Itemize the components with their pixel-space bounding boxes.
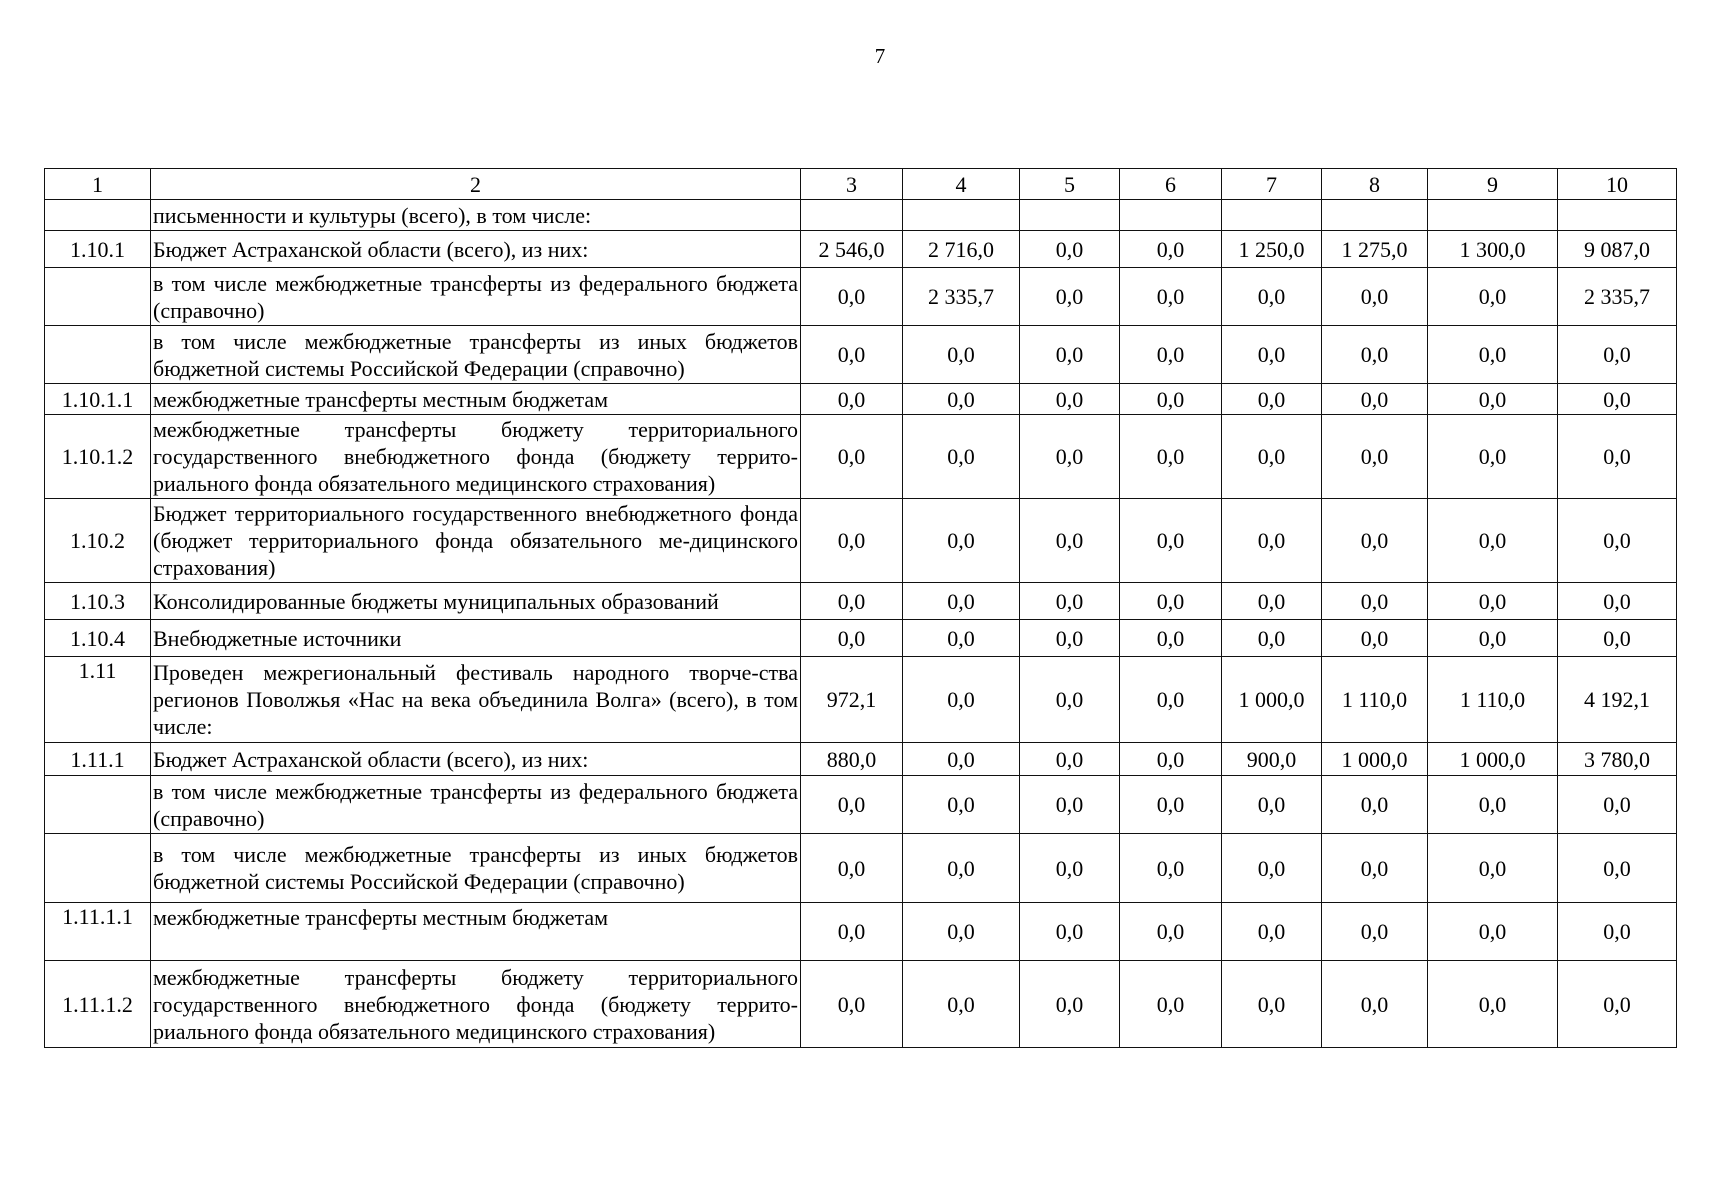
value-cell: 0,0 [1120, 743, 1222, 776]
value-cell: 0,0 [1558, 620, 1677, 657]
row-code: 1.10.4 [45, 620, 151, 657]
value-cell: 0,0 [1222, 268, 1322, 326]
header-cell: 2 [151, 169, 801, 200]
value-cell: 0,0 [1120, 620, 1222, 657]
value-cell: 0,0 [1020, 384, 1120, 415]
table-row [45, 268, 1677, 326]
row-code [45, 326, 151, 384]
row-description: межбюджетные трансферты бюджету территориального государственного внебюджетного фонда (бюджету террито-риального фонда обязательного медицинского страхования) [151, 415, 801, 499]
value-cell: 0,0 [903, 620, 1020, 657]
row-code: 1.10.1.1 [45, 384, 151, 415]
value-cell: 0,0 [1428, 961, 1558, 1048]
value-cell: 0,0 [801, 326, 903, 384]
value-cell: 0,0 [903, 961, 1020, 1048]
value-cell: 0,0 [1428, 326, 1558, 384]
value-cell: 0,0 [903, 499, 1020, 583]
value-cell: 0,0 [1322, 620, 1428, 657]
table-row [45, 961, 1677, 1048]
value-cell: 1 110,0 [1428, 657, 1558, 743]
header-cell: 4 [903, 169, 1020, 200]
value-cell: 0,0 [1322, 415, 1428, 499]
value-cell: 0,0 [1120, 776, 1222, 834]
value-cell: 0,0 [1020, 776, 1120, 834]
table-row [45, 583, 1677, 620]
value-cell: 0,0 [801, 583, 903, 620]
value-cell: 0,0 [1322, 961, 1428, 1048]
value-cell: 0,0 [1020, 326, 1120, 384]
row-description: в том числе межбюджетные трансферты из иных бюджетов бюджетной системы Российской Федерации (справочно) [151, 834, 801, 903]
header-cell: 6 [1120, 169, 1222, 200]
value-cell: 0,0 [1222, 903, 1322, 961]
value-cell: 0,0 [1020, 657, 1120, 743]
value-cell [1558, 200, 1677, 231]
value-cell: 0,0 [1322, 903, 1428, 961]
value-cell: 0,0 [903, 583, 1020, 620]
value-cell: 2 335,7 [1558, 268, 1677, 326]
row-description: Бюджет Астраханской области (всего), из них: [151, 231, 801, 268]
value-cell [1322, 200, 1428, 231]
value-cell: 0,0 [1120, 834, 1222, 903]
row-code: 1.11.1.2 [45, 961, 151, 1048]
value-cell: 1 300,0 [1428, 231, 1558, 268]
value-cell: 0,0 [1120, 961, 1222, 1048]
value-cell: 0,0 [1020, 903, 1120, 961]
value-cell: 0,0 [1428, 415, 1558, 499]
value-cell: 0,0 [1558, 384, 1677, 415]
row-code [45, 776, 151, 834]
row-description: письменности и культуры (всего), в том числе: [151, 200, 801, 231]
value-cell: 0,0 [1020, 743, 1120, 776]
value-cell: 0,0 [1120, 231, 1222, 268]
table-row [45, 231, 1677, 268]
value-cell: 1 250,0 [1222, 231, 1322, 268]
row-code [45, 268, 151, 326]
value-cell: 0,0 [1428, 903, 1558, 961]
table-row [45, 200, 1677, 231]
value-cell: 0,0 [1120, 499, 1222, 583]
value-cell: 0,0 [1322, 776, 1428, 834]
value-cell: 0,0 [801, 415, 903, 499]
value-cell: 0,0 [1120, 583, 1222, 620]
value-cell: 0,0 [1020, 834, 1120, 903]
row-code: 1.11.1 [45, 743, 151, 776]
value-cell: 0,0 [903, 384, 1020, 415]
value-cell: 0,0 [1020, 583, 1120, 620]
row-description: межбюджетные трансферты бюджету территориального государственного внебюджетного фонда (бюджету террито-риального фонда обязательного медицинского страхования) [151, 961, 801, 1048]
value-cell: 0,0 [1322, 583, 1428, 620]
table-row [45, 384, 1677, 415]
row-description: Проведен межрегиональный фестиваль народного творче-ства регионов Поволжья «Нас на века объединила Волга» (всего), в том числе: [151, 657, 801, 743]
value-cell: 880,0 [801, 743, 903, 776]
row-description: межбюджетные трансферты местным бюджетам [151, 384, 801, 415]
value-cell: 0,0 [1428, 268, 1558, 326]
value-cell: 0,0 [1222, 961, 1322, 1048]
table-row [45, 834, 1677, 903]
value-cell [1020, 200, 1120, 231]
value-cell: 0,0 [1558, 834, 1677, 903]
value-cell: 0,0 [1020, 231, 1120, 268]
row-description: в том числе межбюджетные трансферты из иных бюджетов бюджетной системы Российской Федерации (справочно) [151, 326, 801, 384]
page-number: 7 [874, 44, 886, 68]
value-cell: 0,0 [801, 776, 903, 834]
value-cell: 0,0 [1322, 834, 1428, 903]
row-description: Бюджет Астраханской области (всего), из них: [151, 743, 801, 776]
value-cell: 0,0 [903, 743, 1020, 776]
value-cell: 0,0 [1222, 620, 1322, 657]
value-cell: 0,0 [1222, 583, 1322, 620]
row-code: 1.11 [45, 657, 151, 743]
row-description: межбюджетные трансферты местным бюджетам [151, 903, 801, 961]
value-cell: 2 335,7 [903, 268, 1020, 326]
value-cell: 0,0 [1222, 776, 1322, 834]
value-cell: 0,0 [1222, 834, 1322, 903]
value-cell: 0,0 [903, 415, 1020, 499]
value-cell [1428, 200, 1558, 231]
value-cell: 0,0 [903, 657, 1020, 743]
value-cell: 0,0 [903, 326, 1020, 384]
value-cell: 0,0 [1322, 268, 1428, 326]
value-cell: 0,0 [801, 903, 903, 961]
value-cell: 0,0 [1558, 415, 1677, 499]
value-cell: 0,0 [801, 834, 903, 903]
value-cell: 972,1 [801, 657, 903, 743]
value-cell: 1 000,0 [1322, 743, 1428, 776]
value-cell: 0,0 [1428, 384, 1558, 415]
row-code: 1.10.3 [45, 583, 151, 620]
header-cell: 1 [45, 169, 151, 200]
table-row [45, 620, 1677, 657]
value-cell: 9 087,0 [1558, 231, 1677, 268]
value-cell: 0,0 [1120, 657, 1222, 743]
value-cell: 0,0 [1020, 620, 1120, 657]
value-cell: 0,0 [1428, 499, 1558, 583]
value-cell: 0,0 [1120, 326, 1222, 384]
value-cell: 0,0 [1558, 499, 1677, 583]
value-cell: 1 275,0 [1322, 231, 1428, 268]
value-cell: 0,0 [1428, 620, 1558, 657]
value-cell: 900,0 [1222, 743, 1322, 776]
value-cell: 0,0 [1558, 776, 1677, 834]
value-cell: 0,0 [801, 499, 903, 583]
value-cell: 0,0 [1428, 583, 1558, 620]
table-row [45, 326, 1677, 384]
table-row [45, 776, 1677, 834]
value-cell: 0,0 [1558, 326, 1677, 384]
value-cell: 0,0 [1120, 384, 1222, 415]
value-cell: 0,0 [903, 776, 1020, 834]
row-description: Внебюджетные источники [151, 620, 801, 657]
budget-table [44, 168, 1677, 1048]
value-cell [903, 200, 1020, 231]
row-code [45, 834, 151, 903]
row-code: 1.11.1.1 [45, 903, 151, 961]
value-cell: 4 192,1 [1558, 657, 1677, 743]
value-cell: 0,0 [1558, 583, 1677, 620]
value-cell [801, 200, 903, 231]
table-row [45, 657, 1677, 743]
value-cell: 0,0 [1428, 834, 1558, 903]
value-cell: 1 110,0 [1322, 657, 1428, 743]
value-cell: 0,0 [1020, 415, 1120, 499]
value-cell: 0,0 [1020, 268, 1120, 326]
table-row [45, 903, 1677, 961]
value-cell: 0,0 [1428, 776, 1558, 834]
value-cell: 0,0 [1120, 903, 1222, 961]
value-cell: 0,0 [1558, 961, 1677, 1048]
header-cell: 10 [1558, 169, 1677, 200]
row-code: 1.10.1 [45, 231, 151, 268]
row-description: в том числе межбюджетные трансферты из федерального бюджета (справочно) [151, 268, 801, 326]
value-cell: 1 000,0 [1222, 657, 1322, 743]
value-cell: 0,0 [801, 961, 903, 1048]
value-cell: 0,0 [801, 384, 903, 415]
value-cell: 0,0 [1020, 499, 1120, 583]
row-code: 1.10.2 [45, 499, 151, 583]
header-cell: 5 [1020, 169, 1120, 200]
value-cell: 0,0 [1222, 384, 1322, 415]
row-code: 1.10.1.2 [45, 415, 151, 499]
value-cell: 0,0 [801, 268, 903, 326]
value-cell: 0,0 [1322, 499, 1428, 583]
value-cell: 0,0 [1558, 903, 1677, 961]
value-cell: 0,0 [903, 903, 1020, 961]
row-description: Консолидированные бюджеты муниципальных образований [151, 583, 801, 620]
value-cell: 0,0 [1322, 384, 1428, 415]
header-cell: 7 [1222, 169, 1322, 200]
value-cell: 0,0 [801, 620, 903, 657]
value-cell: 0,0 [1322, 326, 1428, 384]
header-cell: 3 [801, 169, 903, 200]
value-cell [1120, 200, 1222, 231]
value-cell: 3 780,0 [1558, 743, 1677, 776]
value-cell: 0,0 [1222, 415, 1322, 499]
row-description: Бюджет территориального государственного внебюджетного фонда (бюджет территориального фонда обязательного ме-дицинского страхования) [151, 499, 801, 583]
header-cell: 8 [1322, 169, 1428, 200]
header-cell: 9 [1428, 169, 1558, 200]
value-cell: 0,0 [903, 834, 1020, 903]
table-row [45, 499, 1677, 583]
table-row [45, 743, 1677, 776]
value-cell: 2 546,0 [801, 231, 903, 268]
value-cell: 1 000,0 [1428, 743, 1558, 776]
row-description: в том числе межбюджетные трансферты из федерального бюджета (справочно) [151, 776, 801, 834]
value-cell: 0,0 [1222, 326, 1322, 384]
value-cell: 0,0 [1020, 961, 1120, 1048]
header-row [45, 169, 1677, 200]
value-cell [1222, 200, 1322, 231]
value-cell: 0,0 [1222, 499, 1322, 583]
value-cell: 0,0 [1120, 415, 1222, 499]
value-cell: 2 716,0 [903, 231, 1020, 268]
row-code [45, 200, 151, 231]
value-cell: 0,0 [1120, 268, 1222, 326]
table-row [45, 415, 1677, 499]
